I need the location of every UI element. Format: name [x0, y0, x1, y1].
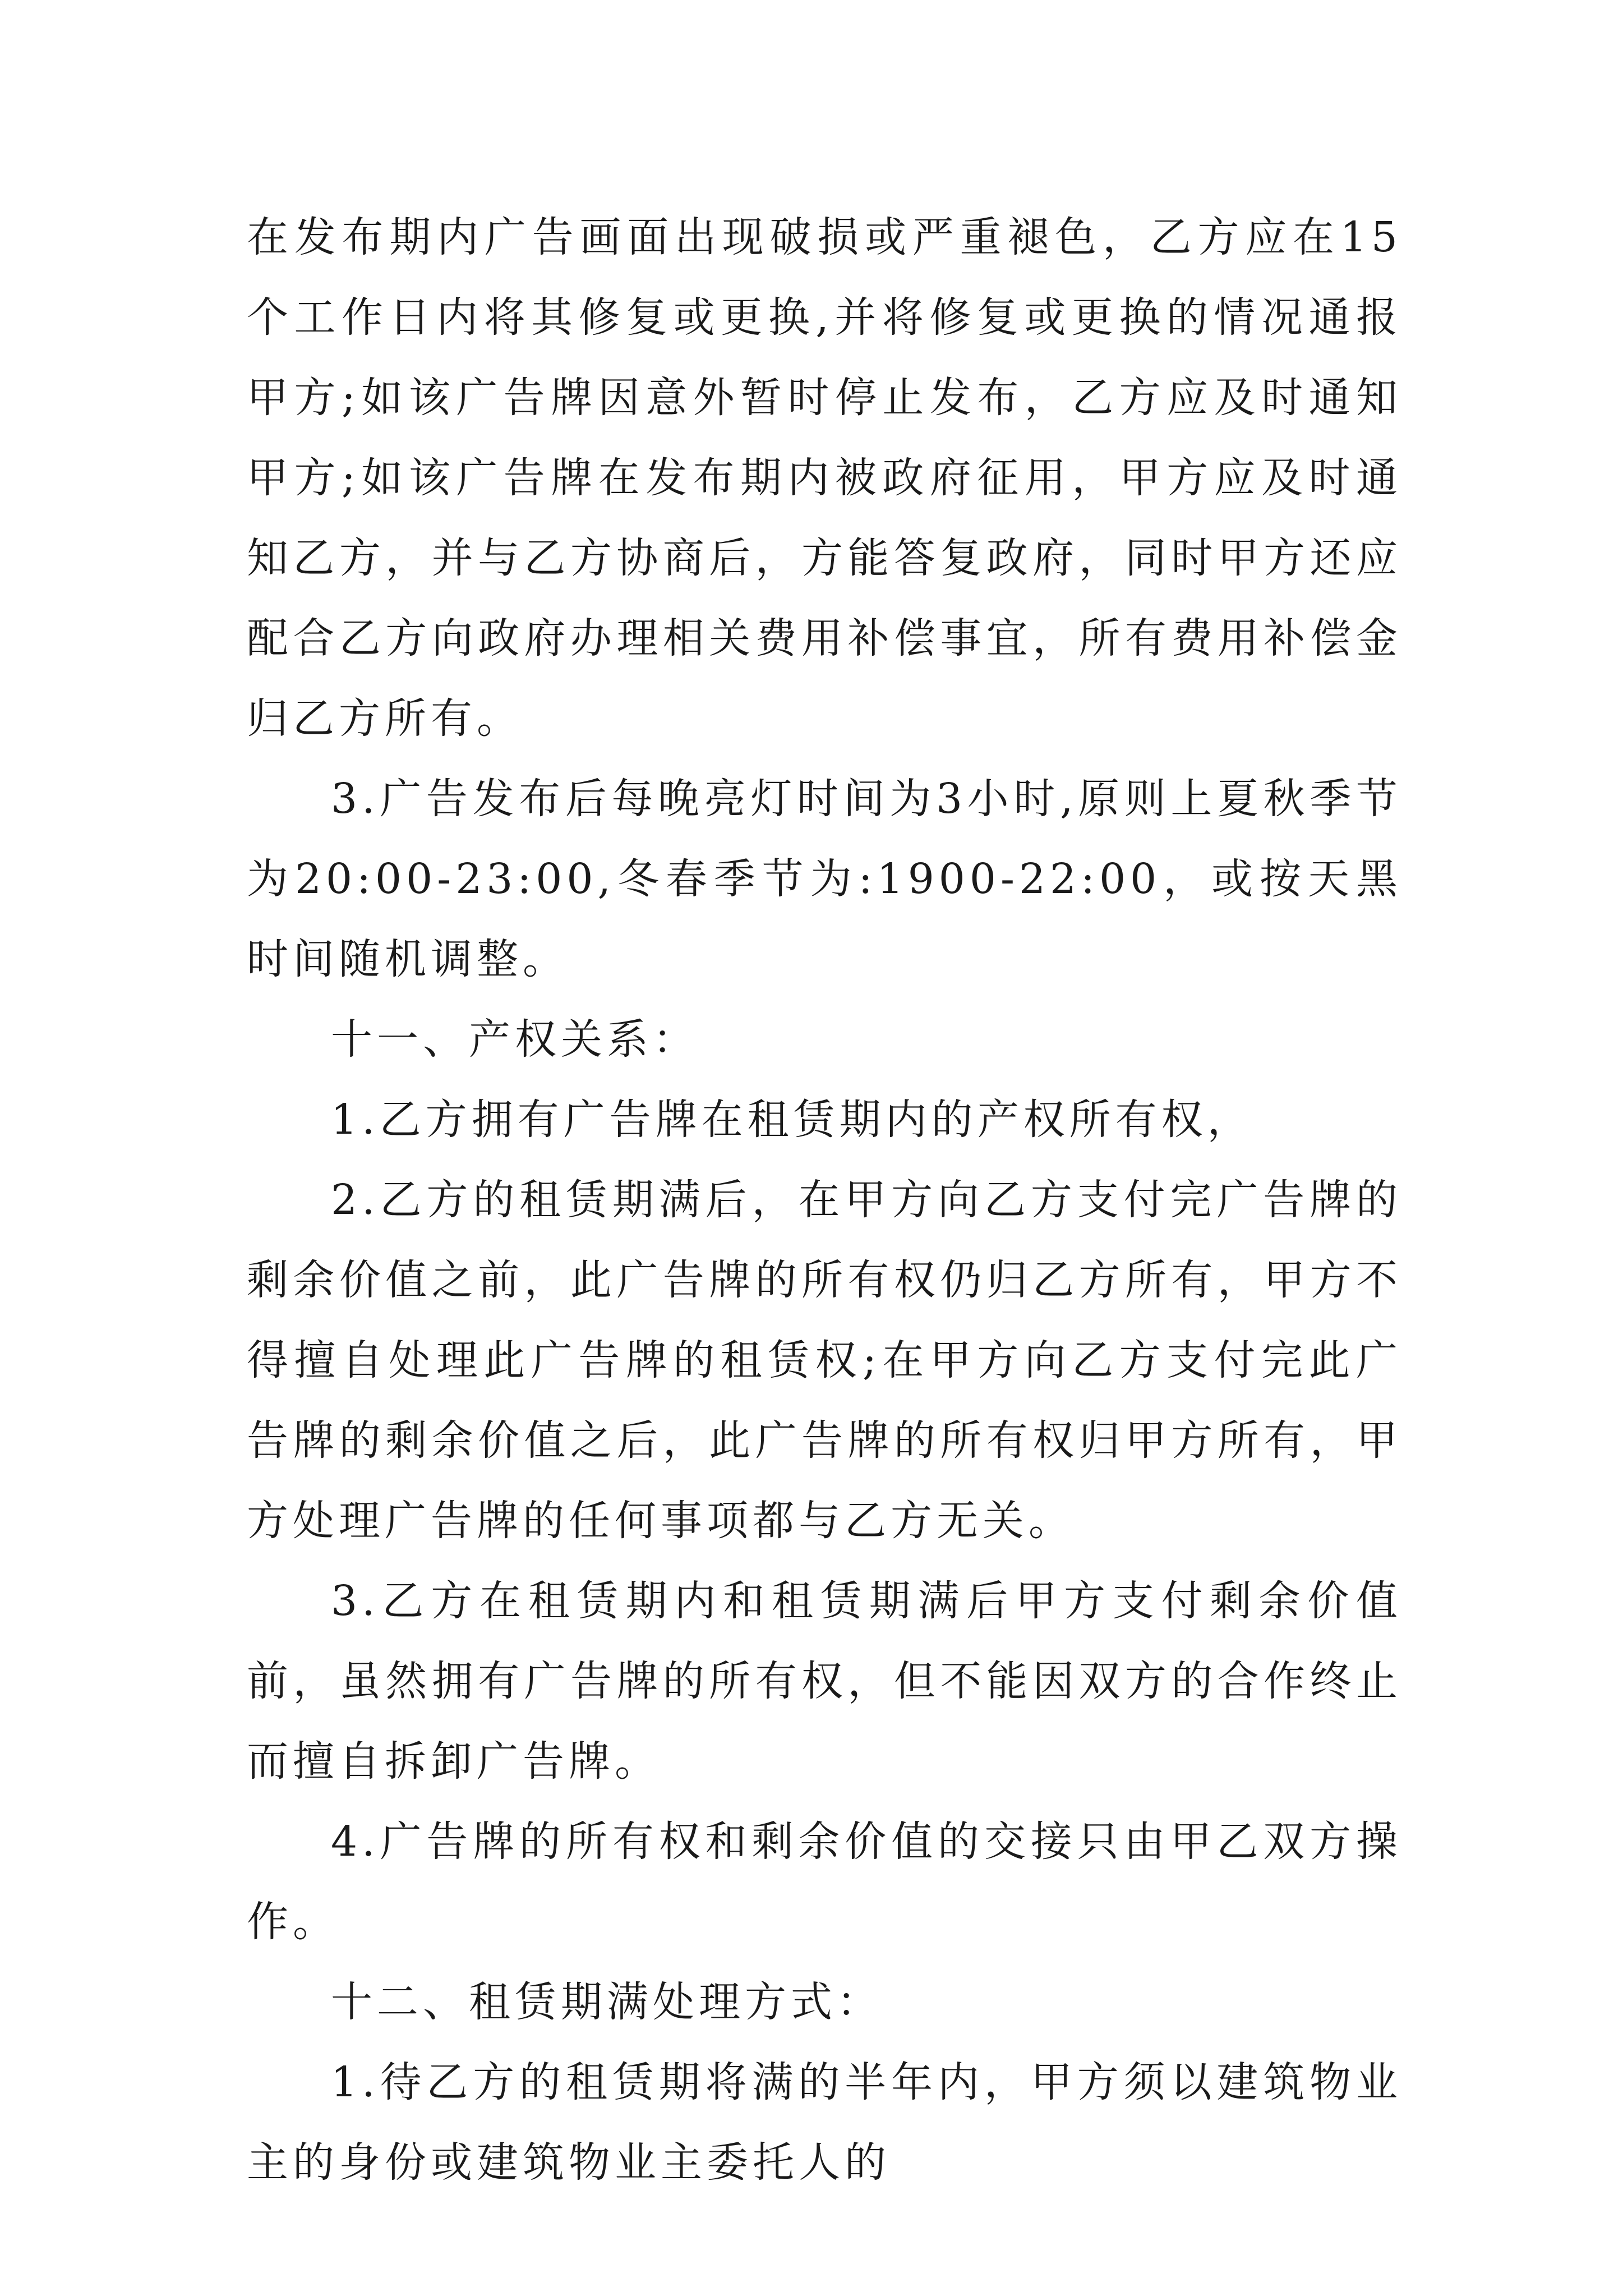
paragraph-1: 在发布期内广告画面出现破损或严重褪色，乙方应在15个工作日内将其修复或更换,并将修复或更换的情况通报甲方;如该广告牌因意外暂时停止发布，乙方应及时通知甲方;如该广告牌在发布期内被政府征用，甲方应及时通知乙方，并与乙方协商后，方能答复政府，同时甲方还应配合乙方向政府办理相关费用补偿事宜，所有费用补偿金归乙方所有。: [247, 213, 1402, 743]
paragraph-7: 1.待乙方的租赁期将满的半年内，甲方须以建筑物业主的身份或建筑物业主委托人的: [247, 2058, 1402, 2187]
section-heading-12: 十二、租赁期满处理方式：: [331, 1978, 883, 2026]
paragraph-6: 4.广告牌的所有权和剩余价值的交接只由甲乙双方操作。: [247, 1818, 1402, 1946]
section-heading-11: 十一、产权关系：: [331, 1015, 699, 1064]
paragraph-4: 2.乙方的租赁期满后，在甲方向乙方支付完广告牌的剩余价值之前，此广告牌的所有权仍归乙方所有，甲方不得擅自处理此广告牌的租赁权;在甲方向乙方支付完此广告牌的剩余价值之后，此广告牌的所有权归甲方所有，甲方处理广告牌的任何事项都与乙方无关。: [247, 1176, 1402, 1545]
document-body: [247, 197, 1402, 2203]
paragraph-5: 3.乙方在租赁期内和租赁期满后甲方支付剩余价值前，虽然拥有广告牌的所有权，但不能因双方的合作终止而擅自拆卸广告牌。: [247, 1577, 1402, 1786]
paragraph-3: 1.乙方拥有广告牌在租赁期内的产权所有权，: [331, 1096, 1253, 1144]
paragraph-2: 3.广告发布后每晚亮灯时间为3小时,原则上夏秋季节为20:00-23:00,冬春季节为:1900-22:00，或按天黑时间随机调整。: [247, 775, 1402, 983]
